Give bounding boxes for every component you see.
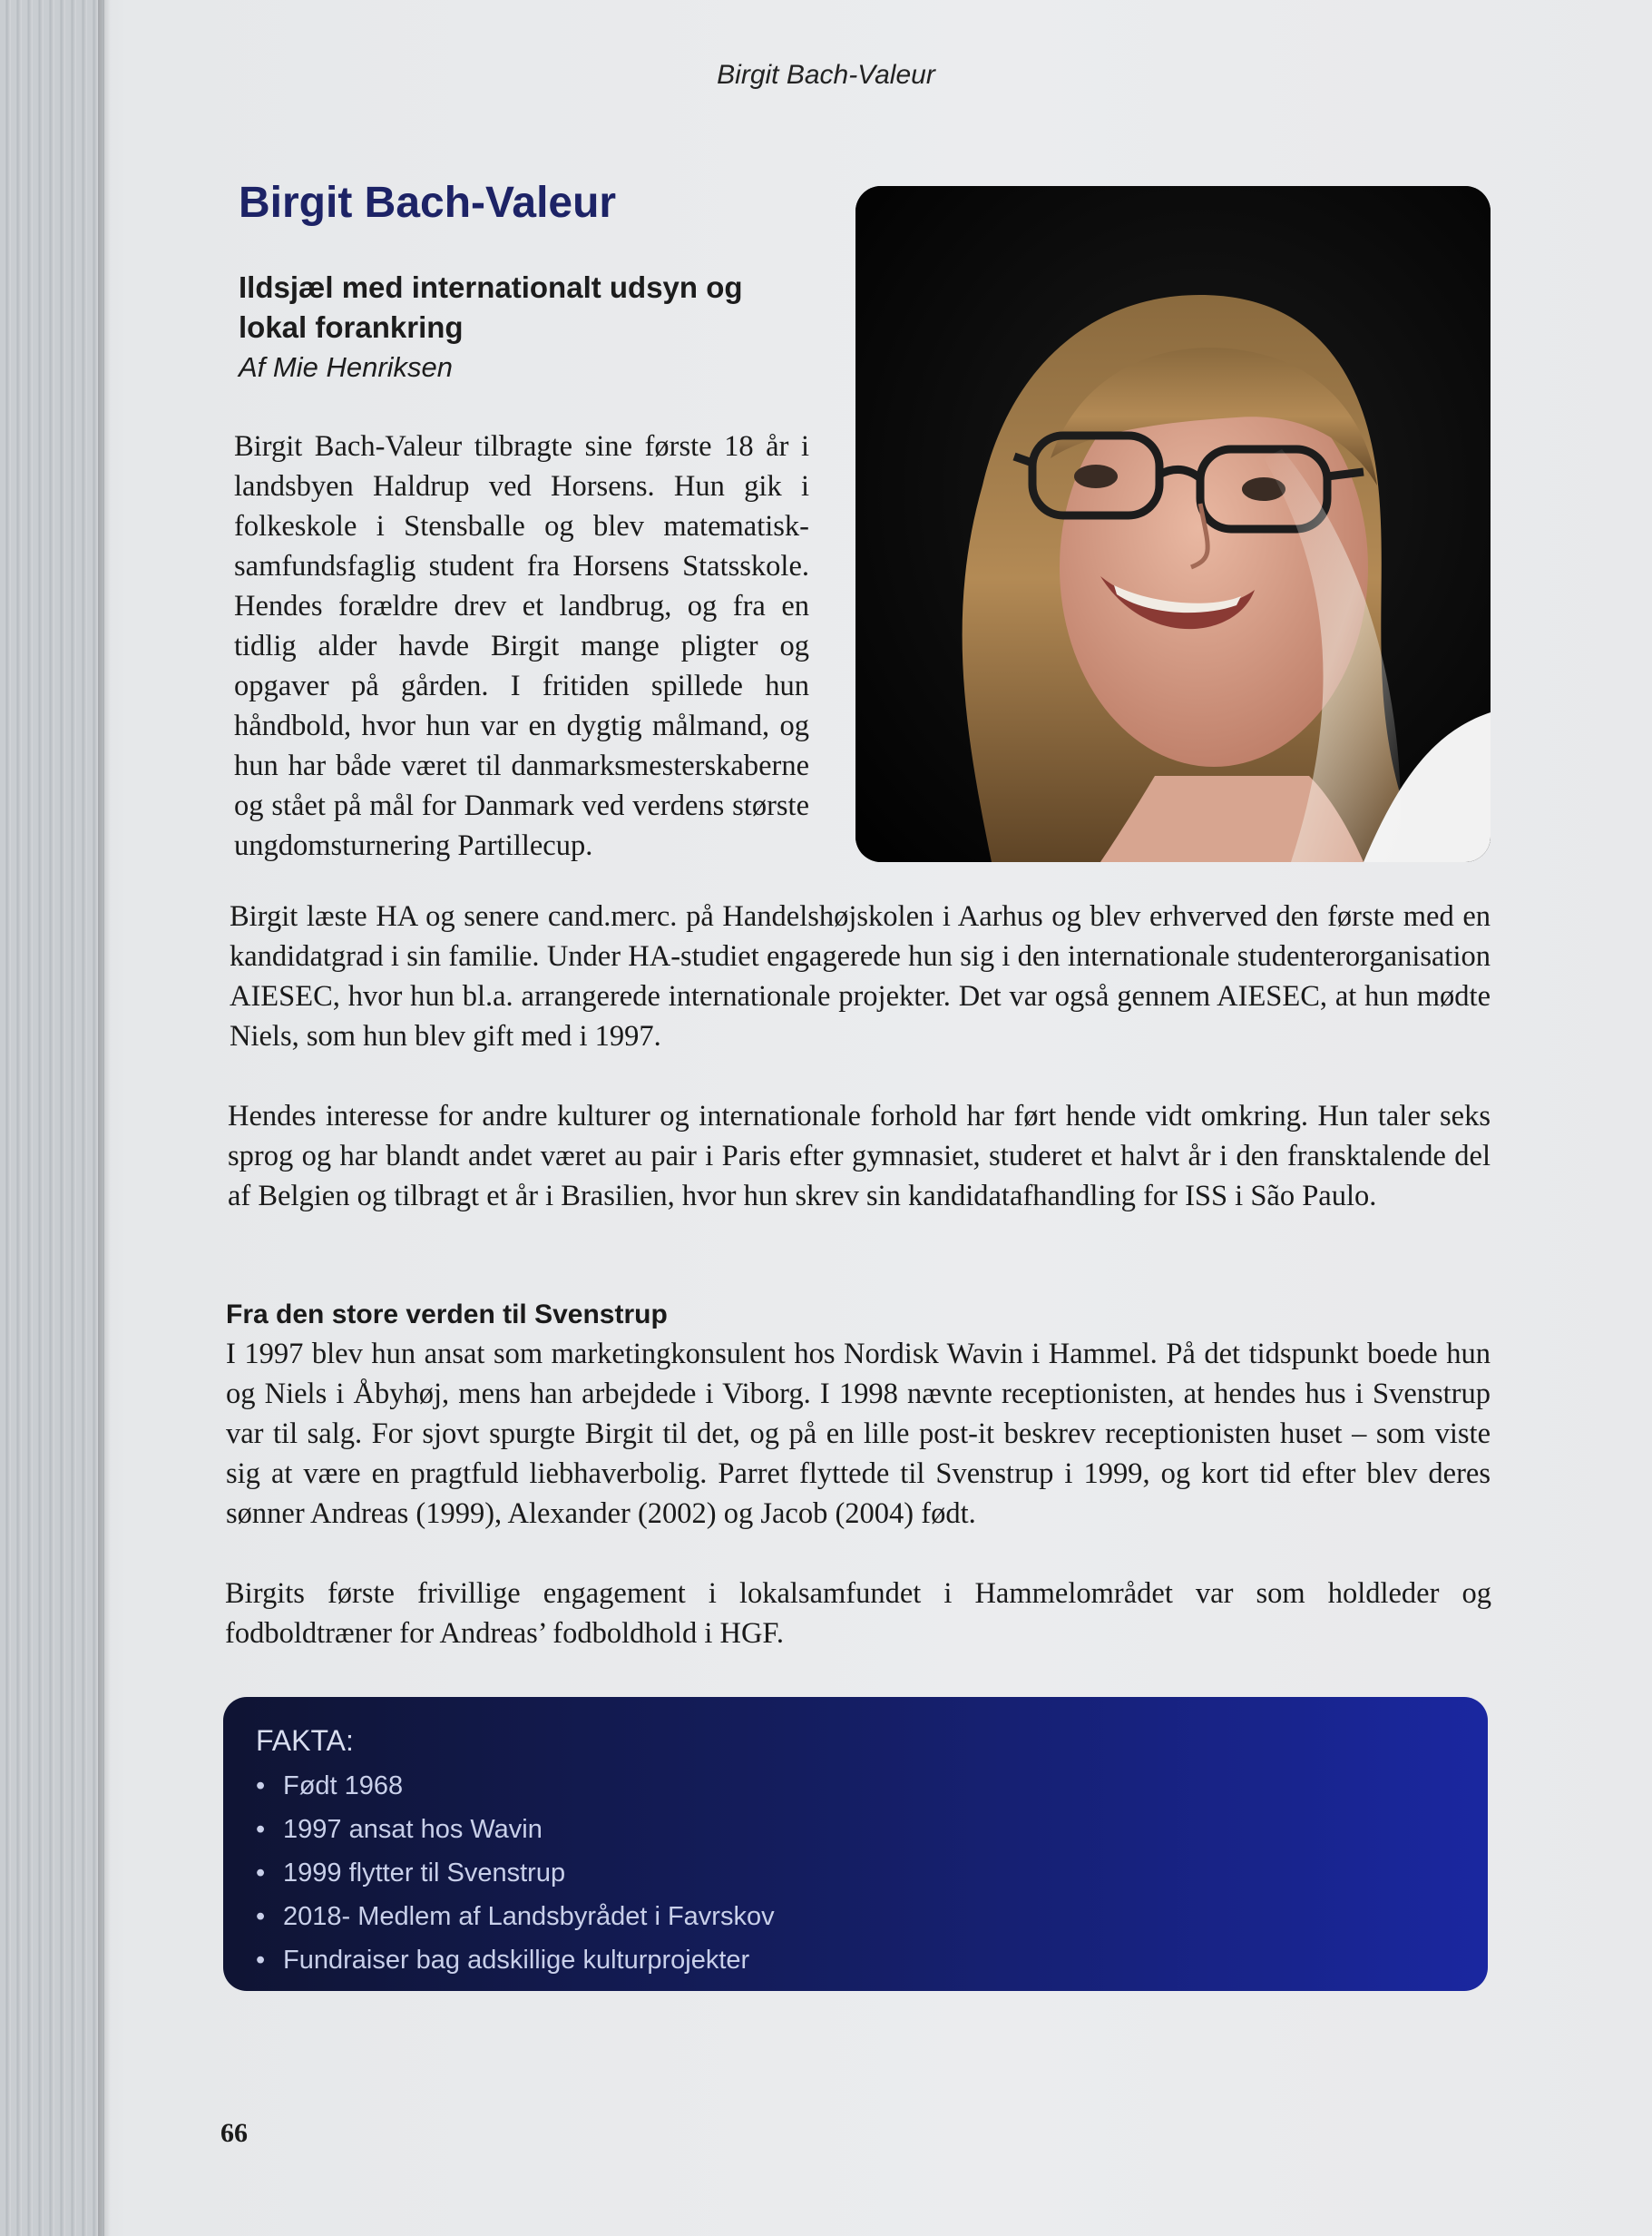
fakta-item-text: Født 1968	[283, 1771, 404, 1800]
fakta-item	[256, 1938, 1455, 1982]
article-title: Birgit Bach-Valeur	[239, 179, 617, 227]
article-byline: Af Mie Henriksen	[239, 351, 454, 383]
interests-paragraph: Hendes interesse for andre kulturer og internationale forhold har ført hende vidt omkring. Hun taler seks sprog og har blandt andet været au pair i Paris efter gymnasiet, studeret et halvt år i den fransktalende del af Belgien og tilbragt et år i Brasilien, hvor hun skrev sin kandidatafhandling for ISS i São Paulo.	[228, 1100, 1491, 1212]
page-stack-edge	[0, 0, 104, 2236]
fakta-item	[256, 1764, 1455, 1808]
fakta-item	[256, 1851, 1455, 1895]
fakta-item-text: Fundraiser bag adskillige kulturprojekter	[283, 1946, 750, 1975]
section-heading: Fra den store verden til Svenstrup	[226, 1299, 668, 1329]
volunteer-paragraph: Birgits første frivillige engagement i lokalsamfundet i Hammelområdet var som holdleder og fodboldtræner for Andreas’ fodboldhold i HGF.	[225, 1577, 1491, 1650]
education-paragraph: Birgit læste HA og senere cand.merc. på Handelshøjskolen i Aarhus og blev erhverved den første med en kandidatgrad i sin familie. Under HA-studiet engagerede hun sig i den internationale studenterorganisation AIESEC, hvor hun bl.a. arrangerede internationale projekter. Det var også gennem AIESEC, at hun mødte Niels, som hun blev gift med i 1997.	[230, 900, 1491, 1053]
fakta-list	[256, 1764, 1455, 1982]
running-head: Birgit Bach-Valeur	[717, 60, 935, 90]
career-paragraph: I 1997 blev hun ansat som marketingkonsulent hos Nordisk Wavin i Hammel. På det tidspunkt boede hun og Niels i Åbyhøj, mens han arbejdede i Viborg. I 1998 nævnte receptionisten, at hendes hus i Svenstrup var til salg. For sjovt spurgte Birgit til det, og på en lille post-it beskrev receptionisten huset – som viste sig at være en pragtfuld liebhaverbolig. Parret flyttede til Svenstrup i 1999, og kort tid efter blev deres sønner Andreas (1999), Alexander (2002) og Jacob (2004) født.	[226, 1338, 1491, 1530]
bullet-icon: •	[256, 1815, 266, 1844]
fakta-box	[223, 1697, 1488, 1991]
fakta-title: FAKTA:	[256, 1724, 354, 1757]
fakta-item	[256, 1808, 1455, 1851]
page-number: 66	[220, 2118, 248, 2148]
portrait-photo	[855, 186, 1491, 862]
fakta-item	[256, 1895, 1455, 1938]
bullet-icon: •	[256, 1858, 266, 1888]
intro-paragraph: Birgit Bach-Valeur tilbragte sine første 18 år i landsbyen Haldrup ved Horsens. Hun gik i folkeskole i Stensballe og blev matematisk-samfundsfaglig student fra Horsens Statsskole. Hendes forældre drev et landbrug, og fra en tidlig alder havde Birgit mange pligter og opgaver på gården. I fritiden spillede hun håndbold, hvor hun var en dygtig målmand, og hun har både været til danmarksmesterskaberne og stået på mål for Danmark ved verdens største ungdomsturnering Partillecup.	[234, 430, 809, 862]
fakta-item-text: 2018- Medlem af Landsbyrådet i Favrskov	[283, 1902, 775, 1931]
fakta-item-text: 1997 ansat hos Wavin	[283, 1815, 543, 1844]
portrait-illustration	[855, 186, 1491, 862]
fakta-item-text: 1999 flytter til Svenstrup	[283, 1858, 566, 1888]
bullet-icon: •	[256, 1902, 266, 1931]
bullet-icon: •	[256, 1946, 266, 1975]
article-subtitle: Ildsjæl med internationalt udsyn og lokal forankring	[239, 270, 743, 344]
binding-shadow	[98, 0, 111, 2236]
bullet-icon: •	[256, 1771, 266, 1800]
